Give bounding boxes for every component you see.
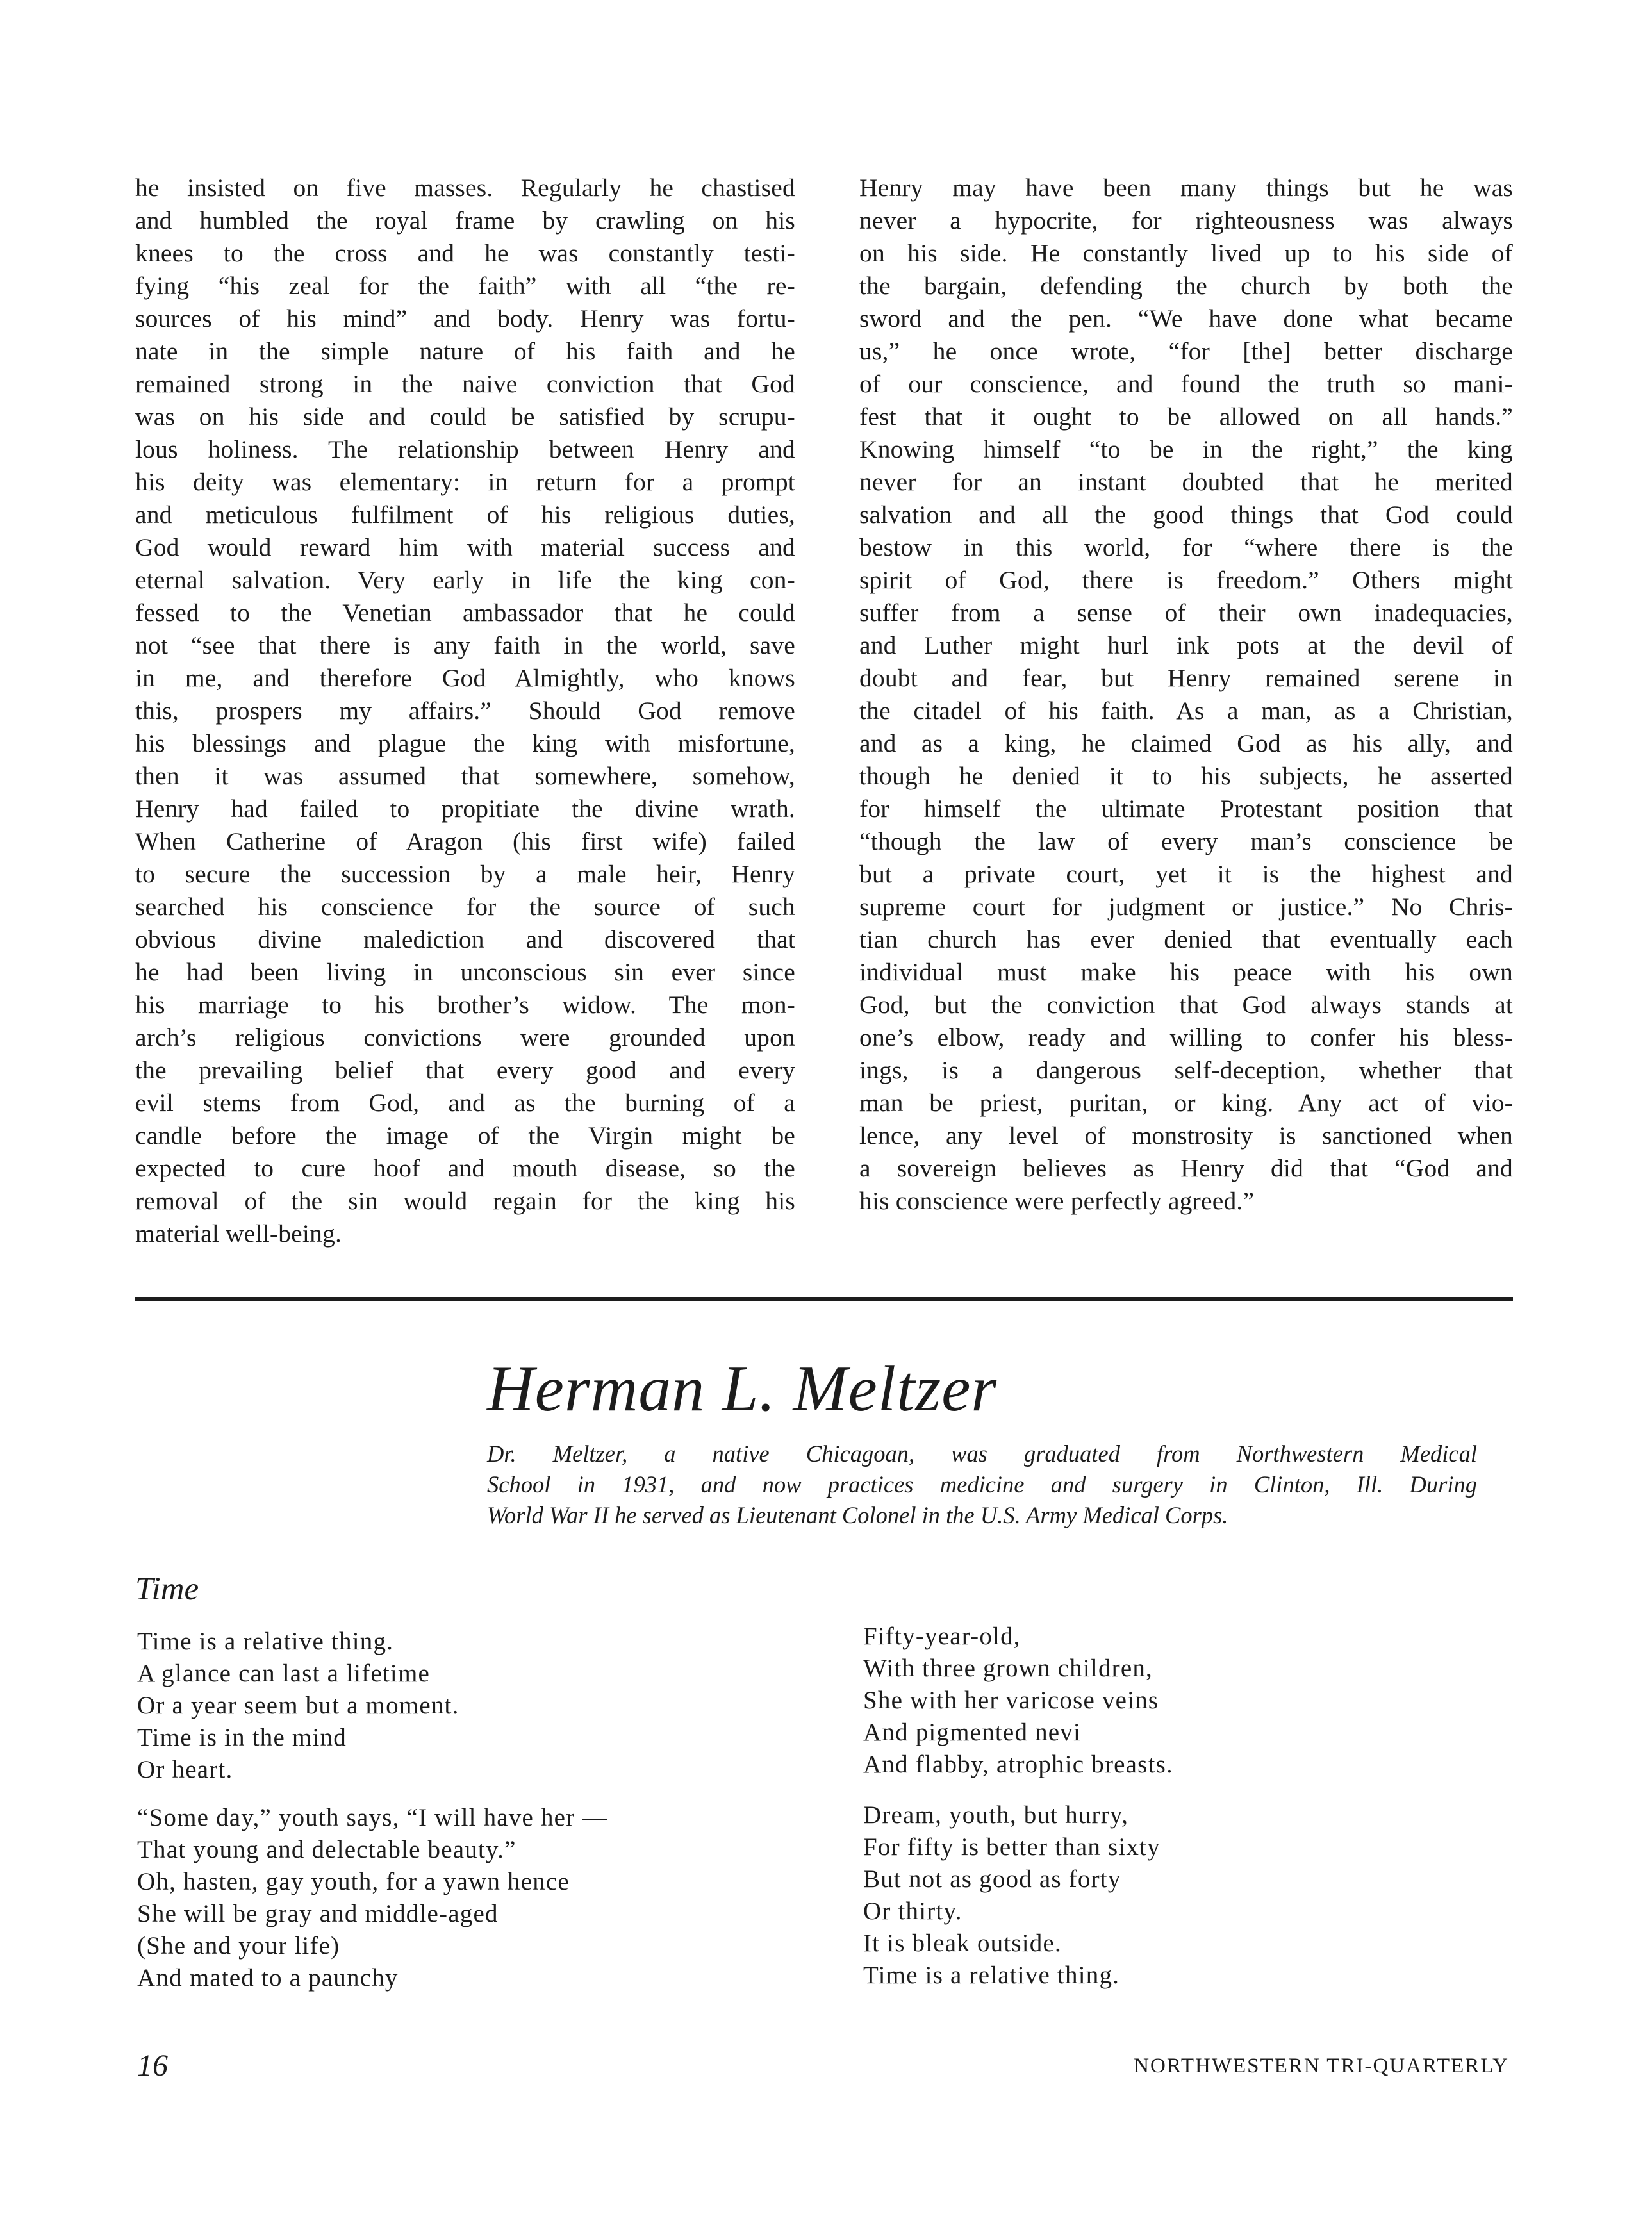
text-line: And flabby, atrophic breasts. — [863, 1751, 1173, 1778]
text-line: Or heart. — [137, 1756, 233, 1783]
text-line: ings, is a dangerous self-deception, whether that — [859, 1056, 1513, 1084]
text-line: lous holiness. The relationship between Henry and — [135, 435, 795, 463]
text-line: Dr. Meltzer, a native Chicagoan, was graduated from Northwestern Medical — [487, 1440, 1477, 1467]
text-line: a sovereign believes as Henry did that “God and — [859, 1154, 1513, 1182]
text-line: Henry may have been many things but he was — [859, 174, 1513, 202]
text-line: When Catherine of Aragon (his first wife) failed — [135, 827, 795, 855]
poem-stanza — [137, 1802, 608, 1994]
text-line: in me, and therefore God Almightly, who knows — [135, 664, 795, 692]
text-line: and as a king, he claimed God as his ally, and — [859, 729, 1513, 757]
text-line: searched his conscience for the source of such — [135, 893, 795, 921]
text-line: nate in the simple nature of his faith and he — [135, 337, 795, 365]
text-line: “Some day,” youth says, “I will have her — — [137, 1804, 608, 1831]
text-line: Or thirty. — [863, 1897, 962, 1925]
text-line: suffer from a sense of their own inadequacies, — [859, 598, 1513, 627]
text-line: sword and the pen. “We have done what became — [859, 304, 1513, 333]
text-line: Or a year seem but a moment. — [137, 1692, 459, 1719]
text-line: he insisted on five masses. Regularly he chastised — [135, 174, 795, 202]
text-line: With three grown children, — [863, 1655, 1153, 1682]
text-line: he had been living in unconscious sin ever since — [135, 958, 795, 986]
text-line: World War II he served as Lieutenant Colonel in the U.S. Army Medical Corps. — [487, 1502, 1228, 1528]
text-line: us,” he once wrote, “for [the] better discharge — [859, 337, 1513, 365]
text-line: And mated to a paunchy — [137, 1964, 399, 1992]
text-line: That young and delectable beauty.” — [137, 1836, 516, 1863]
text-line: bestow in this world, for “where there is the — [859, 533, 1513, 561]
text-line: She with her varicose veins — [863, 1687, 1159, 1714]
publication-name: NORTHWESTERN TRI-QUARTERLY — [1134, 2054, 1509, 2077]
text-line: A glance can last a lifetime — [137, 1660, 431, 1687]
text-line: obvious divine malediction and discovered that — [135, 925, 795, 953]
text-line: God would reward him with material success and — [135, 533, 795, 561]
text-line: fessed to the Venetian ambassador that he could — [135, 598, 795, 627]
text-line: Fifty-year-old, — [863, 1622, 1021, 1650]
poem-stanza — [137, 1626, 459, 1786]
text-line: “though the law of every man’s conscience be — [859, 827, 1513, 855]
text-line: candle before the image of the Virgin might be — [135, 1121, 795, 1150]
text-line: arch’s religious convictions were grounded upon — [135, 1023, 795, 1052]
text-line: the prevailing belief that every good and every — [135, 1056, 795, 1084]
author-bio — [487, 1439, 1477, 1531]
text-line: never a hypocrite, for righteousness was always — [859, 206, 1513, 235]
text-line: of our conscience, and found the truth so mani- — [859, 370, 1513, 398]
text-line: his marriage to his brother’s widow. The mon- — [135, 991, 795, 1019]
text-line: Henry had failed to propitiate the divine wrath. — [135, 795, 795, 823]
text-line: his conscience were perfectly agreed.” — [859, 1187, 1255, 1215]
text-line: removal of the sin would regain for the king his — [135, 1187, 795, 1215]
article-right-column — [859, 172, 1513, 1218]
text-line: and Luther might hurl ink pots at the devil of — [859, 631, 1513, 659]
text-line: knees to the cross and he was constantly testi- — [135, 239, 795, 267]
page-number: 16 — [137, 2049, 168, 2083]
section-divider — [135, 1297, 1513, 1301]
text-line: Time is a relative thing. — [137, 1628, 394, 1655]
text-line: Oh, hasten, gay youth, for a yawn hence — [137, 1868, 570, 1895]
text-line: evil stems from God, and as the burning of a — [135, 1089, 795, 1117]
text-line: Time is a relative thing. — [863, 1961, 1120, 1989]
text-line: one’s elbow, ready and willing to confer his bless- — [859, 1023, 1513, 1052]
text-line: material well-being. — [135, 1219, 342, 1248]
text-line: his deity was elementary: in return for a prompt — [135, 468, 795, 496]
text-line: She will be gray and middle-aged — [137, 1900, 499, 1927]
text-line: Knowing himself “to be in the right,” the king — [859, 435, 1513, 463]
text-line: fying “his zeal for the faith” with all “the re- — [135, 272, 795, 300]
text-line: not “see that there is any faith in the world, save — [135, 631, 795, 659]
text-line: for himself the ultimate Protestant position that — [859, 795, 1513, 823]
text-line: though he denied it to his subjects, he asserted — [859, 762, 1513, 790]
text-line: tian church has ever denied that eventually each — [859, 925, 1513, 953]
text-line: supreme court for judgment or justice.” No Chris- — [859, 893, 1513, 921]
text-line: then it was assumed that somewhere, somehow, — [135, 762, 795, 790]
text-line: fest that it ought to be allowed on all hands.” — [859, 402, 1513, 431]
text-line: and meticulous fulfilment of his religious duties, — [135, 500, 795, 529]
text-line: the bargain, defending the church by both the — [859, 272, 1513, 300]
text-line: doubt and fear, but Henry remained serene in — [859, 664, 1513, 692]
article-left-column — [135, 172, 795, 1250]
text-line: spirit of God, there is freedom.” Others might — [859, 566, 1513, 594]
text-line: (She and your life) — [137, 1932, 340, 1960]
text-line: remained strong in the naive conviction that God — [135, 370, 795, 398]
text-line: Time is in the mind — [137, 1724, 347, 1751]
text-line: on his side. He constantly lived up to his side of — [859, 239, 1513, 267]
author-name-heading: Herman L. Meltzer — [487, 1353, 998, 1425]
text-line: But not as good as forty — [863, 1865, 1121, 1893]
text-line: man be priest, puritan, or king. Any act of vio- — [859, 1089, 1513, 1117]
text-line: salvation and all the good things that God could — [859, 500, 1513, 529]
text-line: individual must make his peace with his own — [859, 958, 1513, 986]
poem-stanza — [863, 1621, 1173, 1781]
poem-title: Time — [135, 1571, 199, 1607]
text-line: For fifty is better than sixty — [863, 1833, 1161, 1861]
text-line: and humbled the royal frame by crawling on his — [135, 206, 795, 235]
text-line: this, prospers my affairs.” Should God remove — [135, 697, 795, 725]
text-line: eternal salvation. Very early in life the king con- — [135, 566, 795, 594]
text-line: but a private court, yet it is the highest and — [859, 860, 1513, 888]
text-line: the citadel of his faith. As a man, as a Christian, — [859, 697, 1513, 725]
text-line: his blessings and plague the king with misfortune, — [135, 729, 795, 757]
text-line: sources of his mind” and body. Henry was fortu- — [135, 304, 795, 333]
text-line: lence, any level of monstrosity is sanctioned when — [859, 1121, 1513, 1150]
text-line: It is bleak outside. — [863, 1929, 1062, 1957]
text-line: expected to cure hoof and mouth disease, so the — [135, 1154, 795, 1182]
text-line: never for an instant doubted that he merited — [859, 468, 1513, 496]
text-line: Dream, youth, but hurry, — [863, 1801, 1129, 1829]
poem-stanza — [863, 1799, 1161, 1992]
text-line: School in 1931, and now practices medicine and surgery in Clinton, Ill. During — [487, 1471, 1477, 1498]
text-line: God, but the conviction that God always stands at — [859, 991, 1513, 1019]
text-line: And pigmented nevi — [863, 1719, 1082, 1746]
text-line: to secure the succession by a male heir, Henry — [135, 860, 795, 888]
text-line: was on his side and could be satisfied by scrupu- — [135, 402, 795, 431]
